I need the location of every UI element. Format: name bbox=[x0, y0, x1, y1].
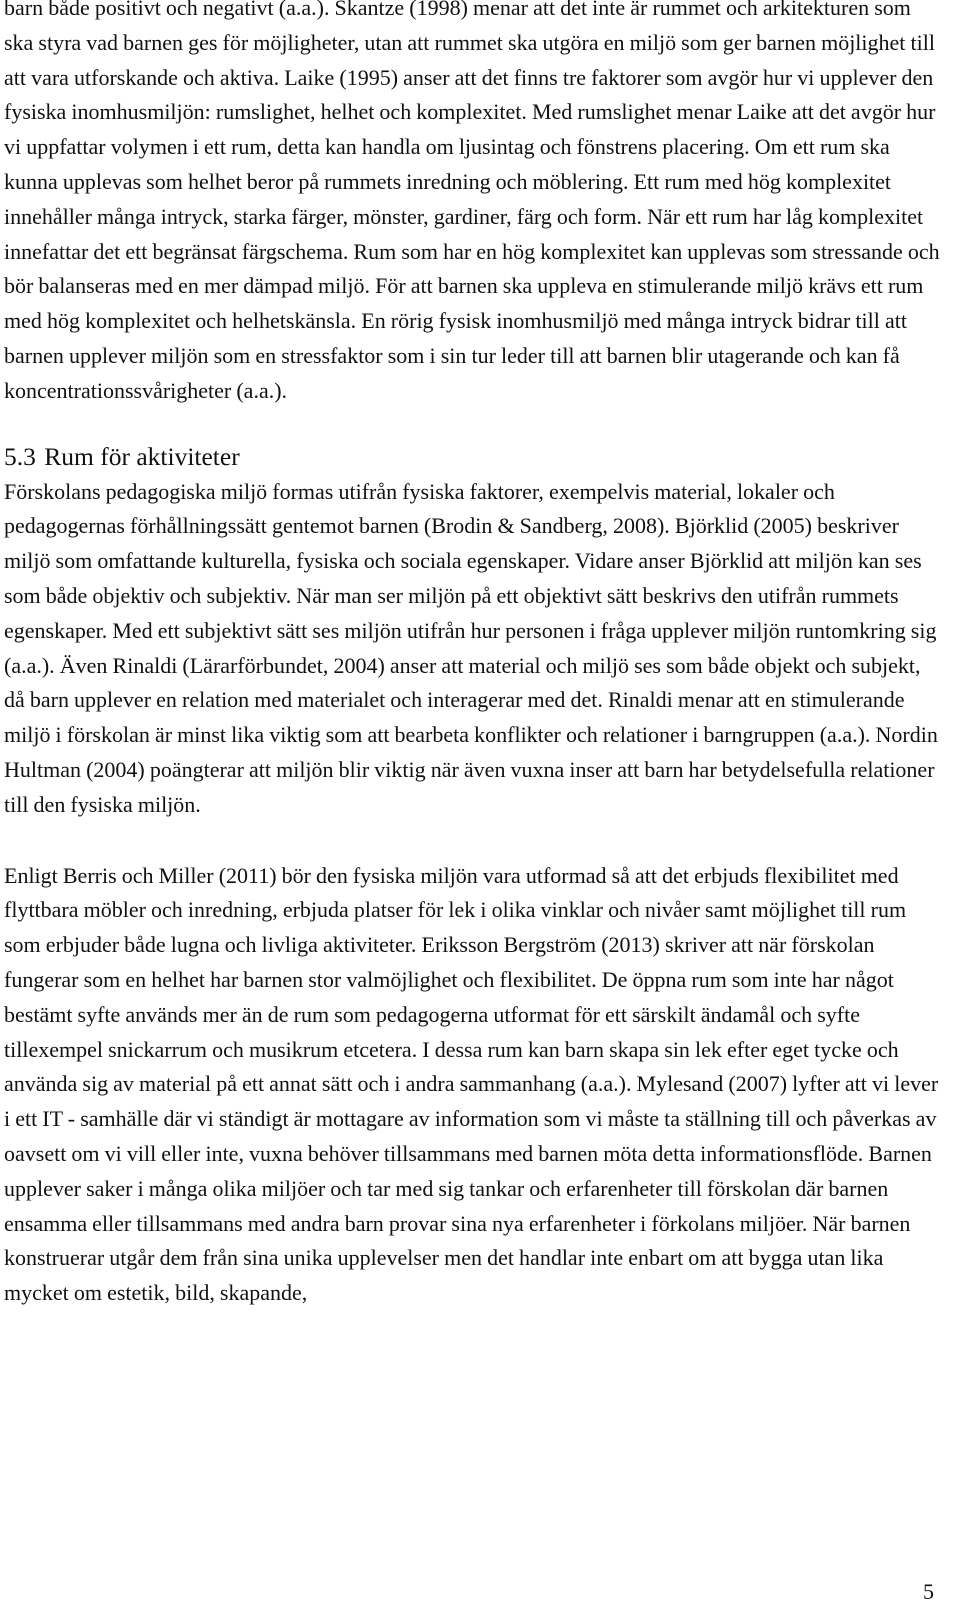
section-heading bbox=[4, 439, 940, 475]
section-title: Rum för aktiviteter bbox=[44, 441, 240, 471]
paragraph-flexible-environment: Enligt Berris och Miller (2011) bör den fysiska miljön vara utformad så att det erbjuds flexibilitet med flyttbara möbler och inredning, erbjuda platser för lek i olika vinklar och nivåer samt möjlighet till rum som erbjuder både lugna och livliga aktiviteter. Eriksson Bergström (2013) skriver att när förskolan fungerar som en helhet har barnen stor valmöjlighet och flexibilitet. De öppna rum som inte har något bestämt syfte används mer än de rum som pedagogerna utformat för ett särskilt ändamål och syfte tillexempel snickarrum och musikrum etcetera. I dessa rum kan barn skapa sin lek efter eget tycke och använda sig av material på ett annat sätt och i andra sammanhang (a.a.). Mylesand (2007) lyfter att vi lever i ett IT - samhälle där vi ständigt är mottagare av information som vi måste ta ställning till och påverkas av oavsett om vi vill eller inte, vuxna behöver tillsammans med barnen möta detta informationsflöde. Barnen upplever saker i många olika miljöer och tar med sig tankar och erfarenheter till förskolan där barnen ensamma eller tillsammans med andra barn provar sina nya erfarenheter i förkolans miljöer. När barnen konstruerar utgår dem från sina unika upplevelser men det handlar inte enbart om att bygga utan lika mycket om estetik, bild, skapande, bbox=[4, 862, 939, 1306]
section-number: 5.3 bbox=[4, 441, 36, 471]
page-number: 5 bbox=[923, 1579, 934, 1604]
document-page bbox=[4, 0, 940, 1311]
paragraph-environment-complexity: barn både positivt och negativt (a.a.). Skantze (1998) menar att det inte är rummet och arkitekturen som ska styra vad barnen ges för möjligheter, utan att rummet ska utgöra en miljö som ger barnen möjlighet till att vara utforskande och aktiva. Laike (1995) anser att det finns tre faktorer som avgör hur vi upplever den fysiska inomhusmiljön: rumslighet, helhet och komplexitet. Med rumslighet menar Laike att det avgör hur vi uppfattar volymen i ett rum, detta kan handla om ljusintag och fönstrens placering. Om ett rum ska kunna upplevas som helhet beror på rummets inredning och möblering. Ett rum med hög komplexitet innehåller många intryck, starka färger, mönster, gardiner, färg och form. När ett rum har låg komplexitet innefattar det ett begränsat färgschema. Rum som har en hög komplexitet kan upplevas som stressande och bör balanseras med en mer dämpad miljö. För att barnen ska uppleva en stimulerande miljö krävs ett rum med hög komplexitet och helhetskänsla. En rörig fysisk inomhusmiljö med många intryck bidrar till att barnen upplever miljön som en stressfaktor som i sin tur leder till att barnen blir utagerande och kan få koncentrationssvårigheter (a.a.). bbox=[4, 0, 940, 403]
paragraph-pedagogical-environment: Förskolans pedagogiska miljö formas utifrån fysiska faktorer, exempelvis material, lokaler och pedagogernas förhållningssätt gentemot barnen (Brodin & Sandberg, 2008). Björklid (2005) beskriver miljö som omfattande kulturella, fysiska och sociala egenskaper. Vidare anser Björklid att miljön kan ses som både objektiv och subjektiv. När man ser miljön på ett objektivt sätt beskrivs den utifrån rummets egenskaper. Med ett subjektivt sätt ses miljön utifrån hur personen i fråga upplever miljön runtomkring sig (a.a.). Även Rinaldi (Lärarförbundet, 2004) anser att material och miljö ses som både objekt och subjekt, då barn upplever en relation med materialet och interagerar med det. Rinaldi menar att en stimulerande miljö i förskolan är minst lika viktig som att bearbeta konflikter och relationer i barngruppen (a.a.). Nordin Hultman (2004) poängterar att miljön blir viktig när även vuxna inser att barn har betydelsefulla relationer till den fysiska miljön. bbox=[4, 478, 938, 817]
